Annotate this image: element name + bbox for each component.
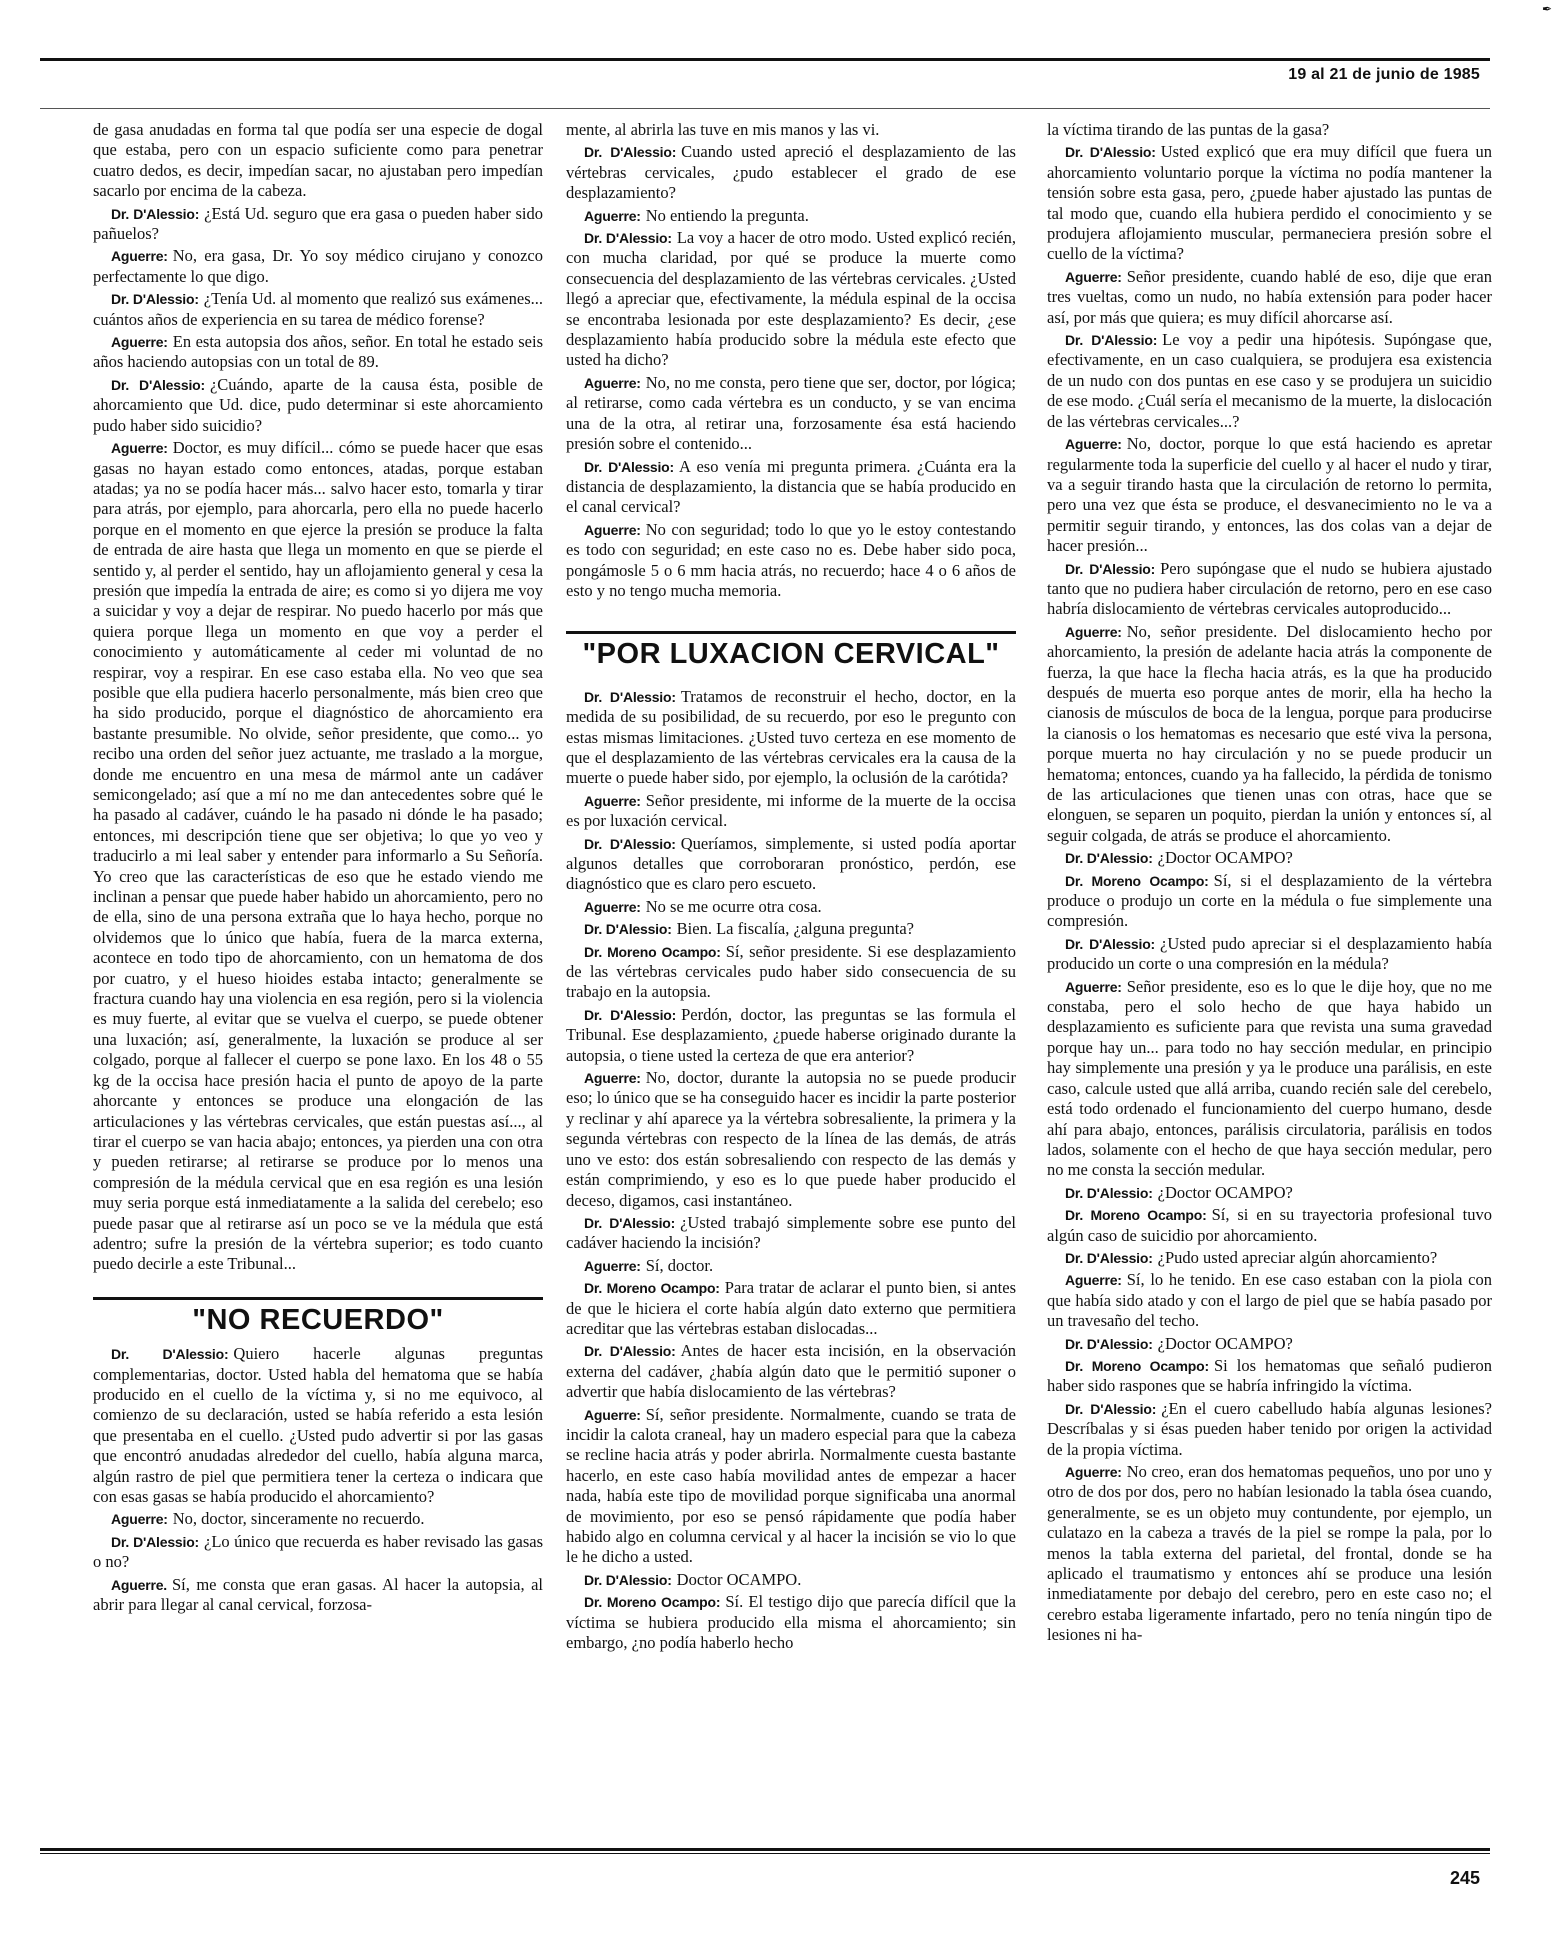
speaker-label: Dr. D'Alessio: (1065, 144, 1156, 161)
paragraph-text: No con seguridad; todo lo que yo le estoy contestando es todo con seguridad; en este caso no es. Debe haber sido poca, pongámosle 5 o 6 mm hacia atrás, no recuerdo; hace 4 o 6 años de esto y no tengo mucha memoria. (566, 519, 1016, 600)
speaker-label: Dr. D'Alessio: (584, 230, 672, 247)
paragraph (1047, 267, 1492, 328)
paragraph (566, 520, 1016, 602)
paragraph (566, 1570, 1016, 1590)
paragraph (93, 204, 543, 245)
speaker-label: Dr. D'Alessio: (1065, 560, 1156, 577)
speaker-label: Dr. D'Alessio: (1065, 850, 1153, 867)
paragraph-text: No, señor presidente. Del dislocamiento hecho por ahorcamiento, la presión de adelante hacia atrás la componente de fuerza, la que hace la flecha hacia atrás, es la que ha producido después de muerta eso porque antes de morir, ella ha hecho la cianosis de músculos de boca de la lengua, porque para producirse la cianosis o los hematomas es necesario que esté viva la persona, porque muerta no hay circulación y no se puede producir un hematoma; entonces, cuando ya ha fallecido, la pérdida de tonismo de las articulaciones que tienen unas con otras, hace que se elonguen, se separen un poquito, pierdan la unión y entonces sí, al seguir colgada, de atrás se produce el ahorcamiento. (1047, 621, 1492, 845)
col3-body (1047, 120, 1492, 1646)
speaker-label: Aguerre: (584, 792, 641, 809)
paragraph (1047, 1248, 1492, 1268)
paragraph (93, 438, 543, 1275)
paragraph-text: ¿Doctor OCAMPO? (1157, 848, 1293, 868)
speaker-label: Dr. Moreno Ocampo: (1065, 1207, 1207, 1224)
paragraph (566, 1068, 1016, 1211)
paragraph-text: ¿Lo único que recuerda es haber revisado las gasas o no? (93, 1531, 543, 1572)
speaker-label: Dr. D'Alessio: (584, 144, 677, 161)
paragraph-text: No entiendo la pregunta. (645, 205, 809, 225)
speaker-label: Aguerre: (584, 1070, 641, 1087)
paragraph (93, 1575, 543, 1616)
speaker-label: Dr. Moreno Ocampo: (584, 1594, 721, 1611)
paragraph (566, 457, 1016, 518)
col1-body (93, 120, 543, 1275)
page-date: 19 al 21 de junio de 1985 (1288, 66, 1480, 83)
paragraph (93, 246, 543, 287)
paragraph (1047, 1270, 1492, 1331)
paragraph-text: No creo, eran dos hematomas pequeños, uno por uno y otro de dos por dos, pero no habían lesionado la tabla ósea cuando, generalmente, se es un objeto muy contundente, por ejemplo, un culatazo en la cabeza a través de la piel se rompe la pala, por lo menos la tabla externa del parietal, del frontal, donde se ha aplicado el traumatismo y entonces ahí se produce una lesión inmediatamente por debajo del cerebro, pero en este caso no; el cerebro estaba ligeramente infartado, pero no tenía ningún tipo de lesiones ni ha- (1047, 1462, 1492, 1645)
paragraph (566, 1405, 1016, 1568)
paragraph-text: No, no me consta, pero tiene que ser, doctor, por lógica; al retirarse, como cada vértebra es un conducto, y se van encima una de la otra, al retirar una, forzosamente ésa está haciendo presión sobre el contenido... (566, 372, 1016, 454)
paragraph-text: Cuando usted apreció el desplazamiento de las vértebras cervicales, ¿pudo establecer el grado de ese desplazamiento? (566, 142, 1016, 203)
paragraph-text: Sí, señor presidente. Normalmente, cuando se trata de incidir la calota craneal, hay un madero especial para que la cabeza se recline hacia atrás y poder abrirla. Normalmente cuesta bastante hacerlo, en este caso había movilidad antes de empezar a hacer nada, había este tipo de movilidad porque significaba una anormal de movimiento, por eso se pensó rápidamente que podía haber habido algo en columna cervical y al hacer la incisión se vio lo que le he dicho a usted. (566, 1404, 1016, 1567)
speaker-label: Dr. Moreno Ocampo: (584, 943, 721, 960)
speaker-label: Aguerre: (1065, 268, 1122, 285)
speaker-label: Aguerre: (584, 1257, 641, 1274)
paragraph (1047, 622, 1492, 846)
paragraph (1047, 848, 1492, 868)
speaker-label: Dr. D'Alessio: (584, 1006, 677, 1023)
paragraph-text: Señor presidente, cuando hablé de eso, dije que eran tres vueltas, como un nudo, no había extensión para poder hacer así, por más que quiera; es muy difícil ahorcarse así. (1047, 266, 1492, 327)
speaker-label: Dr. D'Alessio: (111, 1533, 200, 1550)
paragraph (566, 1213, 1016, 1254)
speaker-label: Dr. D'Alessio: (1065, 332, 1158, 349)
paragraph-text: mente, al abrirla las tuve en mis manos y las vi. (566, 120, 880, 139)
column-2 (566, 120, 1016, 1655)
paragraph-text: ¿Doctor OCAMPO? (1157, 1182, 1293, 1202)
paragraph-text: Para tratar de aclarar el punto bien, si antes de que le hiciera el corte había algún dato externo que permitiera acreditar que las vértebras estaban dislocadas... (566, 1278, 1016, 1338)
speaker-label: Dr. D'Alessio: (584, 921, 672, 938)
paragraph-text: Perdón, doctor, las preguntas se las formula el Tribunal. Ese desplazamiento, ¿puede haberse originado durante la autopsia, o tiene usted la certeza de que era anterior? (566, 1004, 1016, 1065)
bottom-rule-thin (40, 1853, 1490, 1854)
paragraph-text: ¿Pudo usted apreciar algún ahorcamiento? (1157, 1247, 1438, 1267)
paragraph (566, 373, 1016, 455)
speaker-label: Dr. D'Alessio: (1065, 1335, 1153, 1352)
paragraph (1047, 1399, 1492, 1460)
paragraph (1047, 934, 1492, 975)
paragraph-text: ¿Usted trabajó simplemente sobre ese punto del cadáver haciendo la incisión? (566, 1212, 1016, 1253)
speaker-label: Dr. D'Alessio: (584, 1571, 672, 1588)
paragraph (566, 1256, 1016, 1276)
speaker-label: Aguerre: (584, 898, 641, 915)
speaker-label: Aguerre: (111, 248, 168, 265)
speaker-label: Aguerre. (111, 1576, 167, 1593)
headline-no-recuerdo: "NO RECUERDO" (93, 1297, 543, 1330)
paragraph (566, 834, 1016, 895)
paragraph (1047, 434, 1492, 556)
paragraph-text: No se me ocurre otra cosa. (645, 896, 822, 916)
speaker-label: Dr. D'Alessio: (1065, 935, 1156, 952)
paragraph-text: Doctor, es muy difícil... cómo se puede hacer que esas gasas no hayan estado como entonces, atadas, porque estaban atadas; ya no se podía hacer más... salvo hacer esto, tomarla y tirar para atrás, por ejemplo, para ahorcarla, pero ella no puede hacerlo porque en el momento en que ejerce la presión se produce la falta de entrada de aire hasta que llega un momento en que se pierde el sentido y, al perder el sentido, hay un aflojamiento general y cesa la presión que impedía la entrada de aire; es como si yo dijera me voy a suicidar y voy a dejar de respirar. No puedo hacerlo por más que quiera porque llega un momento en que voy a perder el conocimiento y automáticamente al ceder mi voluntad de no respirar, voy a respirar. En ese caso estaba ella. No veo que sea posible que ella pudiera hacerlo personalmente, más bien creo que ha sido producido, porque el diagnóstico de ahorcamiento era bastante presumible. No olvide, señor presidente, que como... yo recibo una orden del señor juez actuante, me traslado a la morgue, donde me encuentro en una mesa de mármol ante un cadáver semicongelado; así que a mí no me dan antecedentes sobre qué le ha pasado al cadáver, cuándo le ha pasado ni dónde le ha pasado; entonces, mi descripción tiene que ser objetiva; lo que yo veo y traducirlo a mi leal saber y entender para informarlo a Su Señoría. Yo creo que las características de eso que he estado viendo me inclinan a pensar que puede haber habido un ahorcamiento, pero no de ella, sino de una persona extraña que lo haya hecho, porque no olvidemos que lo único que había, fuera de la marca externa, acontece en todo tipo de ahorcamiento, con un hematoma de dos por cuatro, y el hueso hioides estaba intacto; generalmente se fractura cuando hay una violencia en esa región, pero si la violencia es muy fuerte, al evitar que se vuelva el cuerpo, se puede obtener una luxación; así, generalmente, la luxación se produce al ser colgado, porque al fallecer el cuerpo se pone laxo. En los 48 o 55 kg de la occisa hace presión hacia el punto de apoyo de la parte ahorcante y entonces se produce una elongación de las articulaciones y las vértebras cervicales, que están puestas así..., al tirar el cuerpo se van hacia abajo; entonces, ya pierden una con otra y pueden retirarse; al retirarse se produce por lo menos una compresión de la médula cervical que en esa región es una lesión muy seria porque está inmediatamente a la salida del cerebelo; eso puede pasar que al retirarse así un poco se ve la médula que está adentro; sufre la presión de la vértebra superior; es todo cuanto puedo decirle a este Tribunal... (93, 438, 543, 1274)
paragraph-text: No, doctor, porque lo que está haciendo es apretar regularmente toda la superficie del cuello y al hacer el nudo y tirar, va a seguir tirando hasta que la circulación de retorno lo permita, pero una vez que ésta se produce, el desvanecimiento no le va a permitir seguir tirando, y entonces, las dos colas van a dejar de hacer presión... (1047, 434, 1492, 556)
paragraph (566, 687, 1016, 789)
paragraph-text: Quiero hacerle algunas preguntas complementarias, doctor. Usted habla del hematoma que se había producido en el cuello de la víctima y, si no me equivoco, al comienzo de su declaración, usted se había referido a esta lesión que presentaba en el cuello. ¿Usted pudo advertir si por las gasas que encontró anudadas alrededor del cuello, había alguna marca, algún rastro de piel que permitiera tener la certeza o indicara que con esas gasas se había producido el ahorcamiento? (93, 1344, 543, 1506)
paragraph-text: ¿En el cuero cabelludo había algunas lesiones? Descríbalas y si ésas pueden haber tenido por origen la actividad de la propia víctima. (1047, 1398, 1492, 1459)
paragraph (93, 1532, 543, 1573)
speaker-label: Aguerre: (1065, 978, 1122, 995)
paragraph-text: ¿Tenía Ud. al momento que realizó sus exámenes... cuántos años de experiencia en su tarea de médico forense? (93, 289, 543, 329)
paragraph-text: ¿Está Ud. seguro que era gasa o pueden haber sido pañuelos? (93, 203, 543, 244)
paragraph (1047, 142, 1492, 264)
speaker-label: Aguerre: (584, 374, 641, 391)
paragraph (93, 375, 543, 436)
paragraph (1047, 330, 1492, 432)
paragraph (1047, 977, 1492, 1181)
column-1 (93, 120, 543, 1617)
paragraph (566, 897, 1016, 917)
paragraph-text: Pero supóngase que el nudo se hubiera ajustado tanto que no pudiera haber circulación de retorno, pero en ese caso habría dislocamiento de vértebras cervicales autoproducido... (1047, 558, 1492, 619)
paragraph-text: Sí, doctor. (645, 1255, 714, 1275)
paragraph-text: Sí, señor presidente. Si ese desplazamiento de las vértebras cervicales pudo haber sido consecuencia de su trabajo en la autopsia. (566, 941, 1016, 1002)
paragraph (566, 142, 1016, 203)
speaker-label: Aguerre: (111, 334, 168, 351)
paragraph (93, 1509, 543, 1529)
paragraph (566, 1278, 1016, 1339)
speaker-label: Dr. D'Alessio: (584, 1214, 676, 1231)
col1b-body (93, 1344, 543, 1615)
paragraph-text: la víctima tirando de las puntas de la gasa? (1047, 120, 1330, 139)
paragraph-text: Sí, lo he tenido. En ese caso estaban con la piola con que había sido atado y con el largo de piel que se había pasado por un travesaño del techo. (1047, 1270, 1492, 1331)
paragraph-text: Usted explicó que era muy difícil que fuera un ahorcamiento voluntario porque la víctima no podía mantener la tensión sobre esta gasa, pero, ¿puede haber ajustado las puntas de tal modo que, cuando ella hubiera perdido el conocimiento y se produjera aflojamiento muscular, permaneciera presión sobre el cuello de la víctima? (1047, 142, 1492, 264)
header-rule (40, 108, 1490, 109)
page-number: 245 (1449, 1868, 1480, 1888)
paragraph (566, 791, 1016, 832)
paragraph-text: Bien. La fiscalía, ¿alguna pregunta? (676, 919, 914, 939)
speaker-label: Aguerre: (111, 1511, 168, 1528)
paragraph-text: de gasa anudadas en forma tal que podía ser una especie de dogal que estaba, pero con un espacio suficiente como para penetrar cuatro dedos, es decir, impedían sacar, no ajustaban pero impedían sacarlo por encima de la cabeza. (93, 120, 543, 201)
speaker-label: Aguerre: (1065, 623, 1122, 640)
paragraph (1047, 1183, 1492, 1203)
col2-body (566, 120, 1016, 601)
speaker-label: Aguerre: (1065, 436, 1122, 453)
paragraph (566, 1592, 1016, 1653)
paragraph-text: Si los hematomas que señaló pudieron haber sido raspones que se habría infringido la víctima. (1047, 1355, 1492, 1396)
paragraph-text: La voy a hacer de otro modo. Usted explicó recién, con mucha claridad, por qué se produce la muerte como consecuencia del desplazamiento de las vértebras cervicales. ¿Usted llegó a apreciar que, efectivamente, la médula espinal de la occisa se encontraba lesionada por este desplazamiento? Es decir, ¿ese desplazamiento había producido sobre la médula este efecto que usted ha dicho? (566, 228, 1016, 370)
speaker-label: Dr. D'Alessio: (1065, 1400, 1157, 1417)
paragraph (1047, 1205, 1492, 1246)
paragraph-text: No, doctor, sinceramente no recuerdo. (172, 1509, 425, 1529)
speaker-label: Dr. D'Alessio: (111, 1346, 229, 1363)
speaker-label: Dr. Moreno Ocampo: (584, 1280, 720, 1297)
speaker-label: Aguerre: (111, 440, 168, 457)
paragraph (93, 1344, 543, 1507)
paragraph-text: Sí, si en su trayectoria profesional tuvo algún caso de suicidio por ahorcamiento. (1047, 1205, 1493, 1245)
speaker-label: Aguerre: (1065, 1464, 1122, 1480)
paragraph (93, 289, 543, 330)
speaker-label: Dr. D'Alessio: (584, 458, 674, 475)
paragraph (566, 206, 1016, 226)
paragraph-text: Tratamos de reconstruir el hecho, doctor, en la medida de su posibilidad, de su recuerdo, por eso le pregunto con estas mismas limitaciones. ¿Usted tuvo certeza en ese momento de que el desplazamiento de las vértebras cervicales era la causa de la muerte o puede haber sido, por ejemplo, la oclusión de la carótida? (566, 686, 1016, 788)
speaker-label: Dr. D'Alessio: (1065, 1184, 1153, 1201)
paragraph-text: Sí, me consta que eran gasas. Al hacer la autopsia, al abrir para llegar al canal cervical, forzosa- (93, 1574, 543, 1615)
paragraph-text: En esta autopsia dos años, señor. En total he estado seis años haciendo autopsias con un total de 89. (93, 332, 543, 372)
speaker-label: Dr. D'Alessio: (111, 376, 205, 393)
paragraph (1047, 1462, 1492, 1646)
bottom-rule (40, 1848, 1490, 1851)
speaker-label: Dr. D'Alessio: (1065, 1249, 1153, 1266)
paragraph (1047, 120, 1492, 140)
speaker-label: Dr. D'Alessio: (111, 291, 199, 308)
paragraph-text: ¿Usted pudo apreciar si el desplazamiento había producido un corte o una compresión en la médula? (1047, 933, 1492, 974)
speaker-label: Dr. Moreno Ocampo: (1065, 872, 1209, 889)
paragraph (93, 332, 543, 373)
paragraph-text: A eso venía mi pregunta primera. ¿Cuánta era la distancia de desplazamiento, la distancia que se había producido en el canal cervical? (566, 456, 1016, 517)
paragraph (566, 228, 1016, 371)
speaker-label: Aguerre: (584, 521, 641, 538)
paragraph-text: Sí, si el desplazamiento de la vértebra produce o produjo un corte en la médula o fue simplemente una compresión. (1047, 870, 1492, 931)
column-3 (1047, 120, 1492, 1648)
speaker-label: Aguerre: (1065, 1272, 1122, 1289)
paragraph-text: ¿Cuándo, aparte de la causa ésta, posible de ahorcamiento que Ud. dice, pudo determinar si este ahorcamiento pudo haber sido suicidio? (93, 374, 543, 435)
paragraph (93, 120, 543, 202)
paragraph-text: Señor presidente, eso es lo que le dije hoy, que no me constaba, pero el solo hecho de que haya habido un desplazamiento es suficiente para que revista una suma gravedad porque hay un... para todo no hay sección medular, en principio hay simplemente una presión y ya le produce una parálisis, en este caso, calcule usted que allá arriba, cuando recién sale del cerebelo, está todo ordenado el funcionamiento del cuerpo humano, desde ahí para abajo, entonces, parálisis circulatoria, parálisis en todos lados, solamente con el hecho de que haya sección medular, pero no me consta la sección medular. (1047, 976, 1492, 1180)
paragraph (566, 919, 1016, 939)
paragraph (566, 120, 1016, 140)
paragraph-text: Sí. El testigo dijo que parecía difícil que la víctima se hubiera producido ella misma el ahorcamiento; sin embargo, ¿no podía haberlo hecho (566, 1592, 1016, 1653)
paragraph (566, 1341, 1016, 1402)
paragraph (1047, 871, 1492, 932)
speaker-label: Dr. D'Alessio: (584, 1343, 676, 1360)
top-rule (40, 58, 1490, 61)
speaker-label: Dr. Moreno Ocampo: (1065, 1357, 1209, 1374)
speaker-label: Dr. D'Alessio: (111, 205, 200, 222)
speaker-label: Aguerre: (584, 207, 641, 224)
paragraph (566, 1005, 1016, 1066)
paragraph-text: Le voy a pedir una hipótesis. Supóngase que, efectivamente, en un caso cualquiera, se produjera esa existencia de un nudo con dos puntas en ese caso y se produjera un suicidio de ese modo. ¿Cuál sería el mecanismo de la muerte, la dislocación de las vértebras cervicales...? (1047, 330, 1492, 431)
paragraph-text: ¿Doctor OCAMPO? (1157, 1333, 1293, 1353)
paragraph-text: Doctor OCAMPO. (676, 1569, 802, 1589)
paragraph (1047, 559, 1492, 620)
paragraph (566, 942, 1016, 1003)
speaker-label: Aguerre: (584, 1406, 641, 1423)
paragraph-text: Antes de hacer esta incisión, en la observación externa del cadáver, ¿había algún dato que le permitió suponer o advertir que había dislocamiento de las vértebras? (566, 1341, 1017, 1402)
paragraph (1047, 1356, 1492, 1397)
paragraph-text: Señor presidente, mi informe de la muerte de la occisa es por luxación cervical. (566, 790, 1016, 831)
speaker-label: Dr. D'Alessio: (584, 688, 676, 705)
corner-mark: ✒ (1541, 2, 1552, 16)
col2b-body (566, 687, 1016, 1654)
paragraph-text: No, doctor, durante la autopsia no se puede producir eso; lo único que se ha conseguido hacer es incidir la parte posterior y reclinar y ahí aparece ya la vértebra sobresaliente, la primera y la segunda vértebras con respecto de la línea de las demás, de atrás uno ve esto: dos están sobresaliendo con respecto de las demás y están comprimiendo, y eso es lo que puede haber producido el deceso, digamos, casi instantáneo. (566, 1068, 1016, 1210)
paragraph-text: Queríamos, simplemente, si usted podía aportar algunos detalles que corroboraran pronóstico, perdón, ese diagnóstico que es claro pero escueto. (566, 833, 1016, 894)
speaker-label: Dr. D'Alessio: (584, 835, 676, 852)
headline-luxacion-cervical: "POR LUXACION CERVICAL" (566, 631, 1016, 664)
paragraph-text: No, era gasa, Dr. Yo soy médico cirujano y conozco perfectamente lo que digo. (93, 246, 543, 286)
paragraph (1047, 1334, 1492, 1354)
